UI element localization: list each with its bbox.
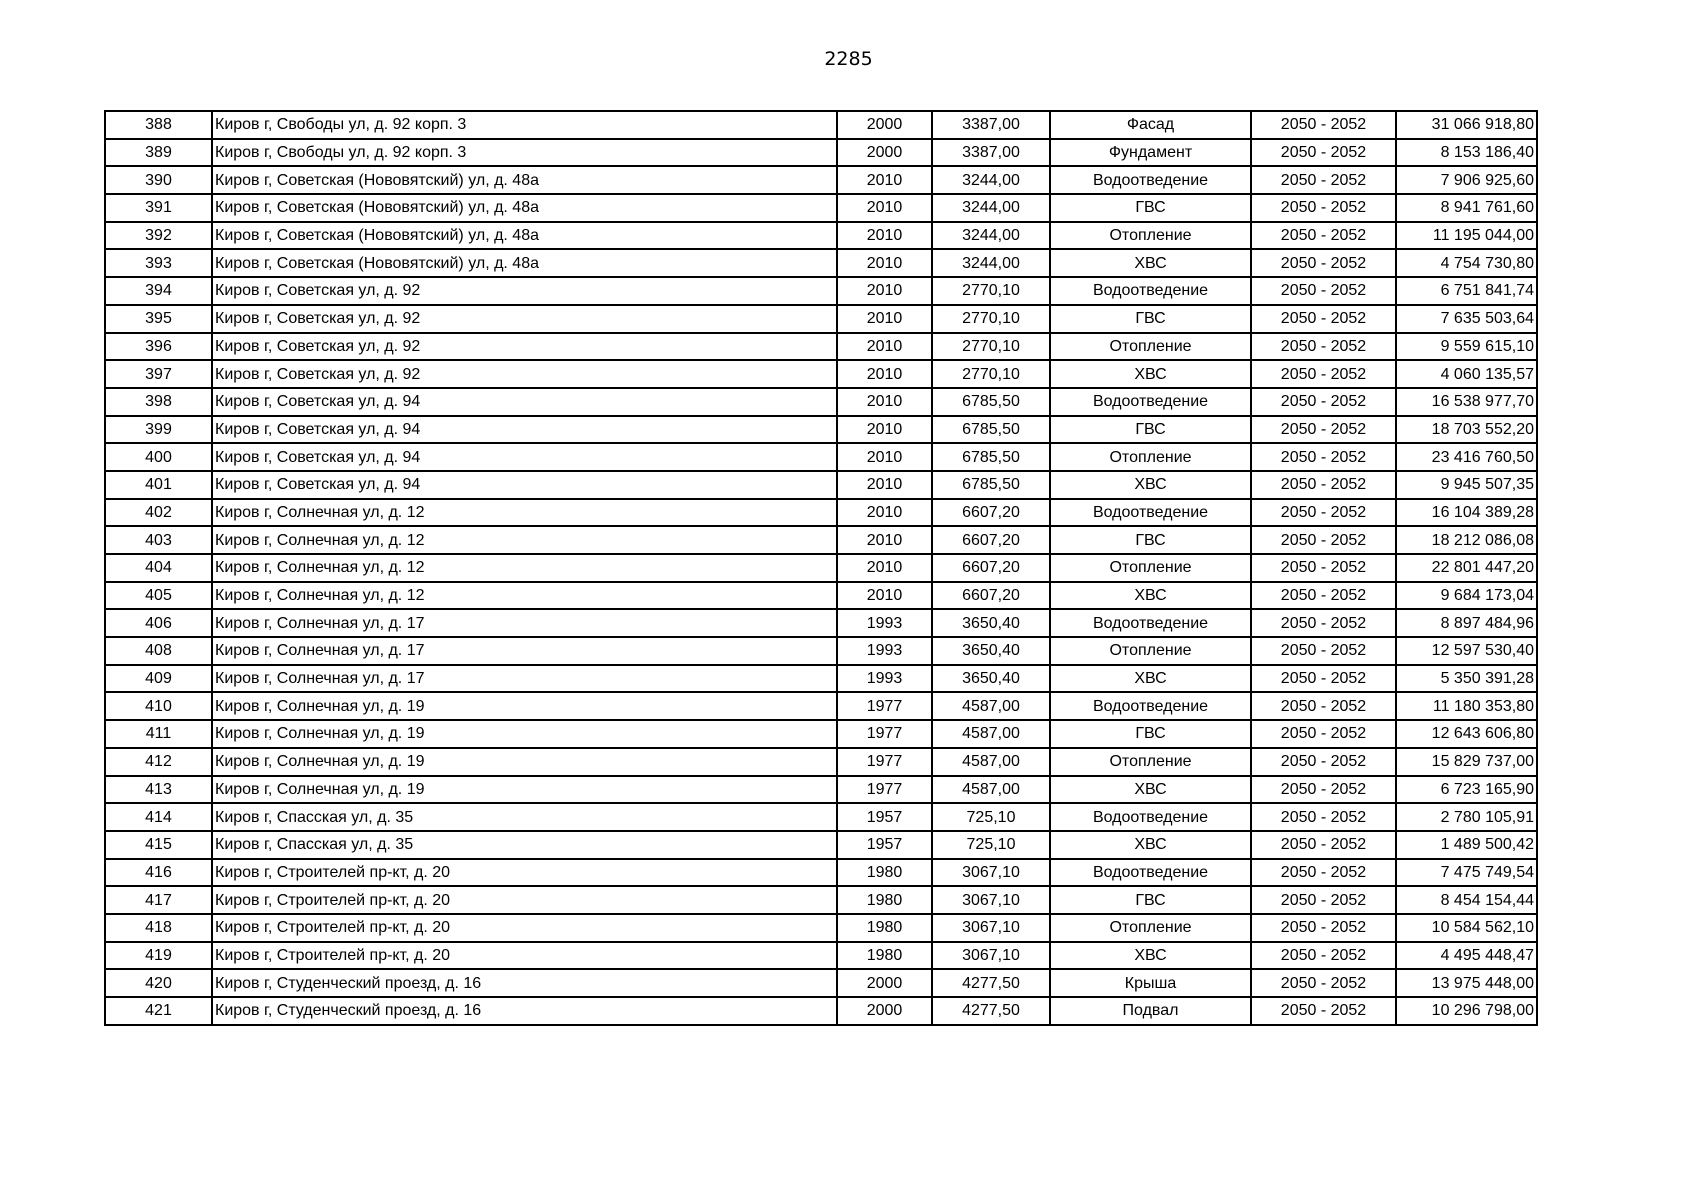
address-cell: Киров г, Свободы ул, д. 92 корп. 3 <box>212 139 837 167</box>
address-cell: Киров г, Советская ул, д. 94 <box>212 471 837 499</box>
build-year-cell: 2010 <box>837 305 932 333</box>
work-type-cell: Водоотведение <box>1050 859 1251 887</box>
table-row <box>105 831 1537 859</box>
work-type-cell: Фундамент <box>1050 139 1251 167</box>
row-number-cell: 391 <box>105 194 212 222</box>
area-cell: 4277,50 <box>932 997 1050 1025</box>
period-cell: 2050 - 2052 <box>1251 886 1396 914</box>
address-cell: Киров г, Солнечная ул, д. 12 <box>212 499 837 527</box>
row-number-cell: 396 <box>105 333 212 361</box>
work-type-cell: ГВС <box>1050 886 1251 914</box>
period-cell: 2050 - 2052 <box>1251 249 1396 277</box>
table-row <box>105 526 1537 554</box>
period-cell: 2050 - 2052 <box>1251 388 1396 416</box>
build-year-cell: 2000 <box>837 139 932 167</box>
address-cell: Киров г, Солнечная ул, д. 19 <box>212 748 837 776</box>
row-number-cell: 395 <box>105 305 212 333</box>
table-row <box>105 333 1537 361</box>
cost-cell: 8 454 154,44 <box>1396 886 1537 914</box>
cost-cell: 4 060 135,57 <box>1396 360 1537 388</box>
cost-cell: 2 780 105,91 <box>1396 803 1537 831</box>
build-year-cell: 1957 <box>837 831 932 859</box>
area-cell: 4587,00 <box>932 748 1050 776</box>
period-cell: 2050 - 2052 <box>1251 997 1396 1025</box>
table-row <box>105 277 1537 305</box>
work-type-cell: ГВС <box>1050 416 1251 444</box>
cost-cell: 31 066 918,80 <box>1396 111 1537 139</box>
cost-cell: 7 906 925,60 <box>1396 166 1537 194</box>
row-number-cell: 397 <box>105 360 212 388</box>
build-year-cell: 2010 <box>837 526 932 554</box>
period-cell: 2050 - 2052 <box>1251 692 1396 720</box>
period-cell: 2050 - 2052 <box>1251 526 1396 554</box>
row-number-cell: 418 <box>105 914 212 942</box>
address-cell: Киров г, Солнечная ул, д. 17 <box>212 665 837 693</box>
work-type-cell: Водоотведение <box>1050 166 1251 194</box>
area-cell: 6607,20 <box>932 554 1050 582</box>
area-cell: 725,10 <box>932 831 1050 859</box>
address-cell: Киров г, Студенческий проезд, д. 16 <box>212 969 837 997</box>
row-number-cell: 402 <box>105 499 212 527</box>
address-cell: Киров г, Советская ул, д. 92 <box>212 360 837 388</box>
work-type-cell: Отопление <box>1050 914 1251 942</box>
row-number-cell: 419 <box>105 942 212 970</box>
period-cell: 2050 - 2052 <box>1251 443 1396 471</box>
work-type-cell: Водоотведение <box>1050 277 1251 305</box>
address-cell: Киров г, Спасская ул, д. 35 <box>212 831 837 859</box>
table-row <box>105 305 1537 333</box>
period-cell: 2050 - 2052 <box>1251 554 1396 582</box>
build-year-cell: 2010 <box>837 222 932 250</box>
work-type-cell: ГВС <box>1050 720 1251 748</box>
area-cell: 3244,00 <box>932 249 1050 277</box>
table-row <box>105 942 1537 970</box>
cost-cell: 8 897 484,96 <box>1396 609 1537 637</box>
build-year-cell: 1993 <box>837 665 932 693</box>
period-cell: 2050 - 2052 <box>1251 139 1396 167</box>
cost-cell: 12 643 606,80 <box>1396 720 1537 748</box>
address-cell: Киров г, Строителей пр-кт, д. 20 <box>212 942 837 970</box>
area-cell: 3067,10 <box>932 942 1050 970</box>
table-row <box>105 637 1537 665</box>
address-cell: Киров г, Солнечная ул, д. 19 <box>212 692 837 720</box>
work-type-cell: ХВС <box>1050 776 1251 804</box>
cost-cell: 16 538 977,70 <box>1396 388 1537 416</box>
page-number: 2285 <box>824 48 873 70</box>
table-row <box>105 554 1537 582</box>
table-row <box>105 471 1537 499</box>
area-cell: 6607,20 <box>932 499 1050 527</box>
cost-cell: 8 153 186,40 <box>1396 139 1537 167</box>
row-number-cell: 393 <box>105 249 212 277</box>
work-type-cell: Отопление <box>1050 333 1251 361</box>
address-cell: Киров г, Строителей пр-кт, д. 20 <box>212 886 837 914</box>
period-cell: 2050 - 2052 <box>1251 720 1396 748</box>
address-cell: Киров г, Советская (Нововятский) ул, д. 48а <box>212 194 837 222</box>
work-type-cell: Водоотведение <box>1050 388 1251 416</box>
address-cell: Киров г, Советская (Нововятский) ул, д. 48а <box>212 166 837 194</box>
row-number-cell: 399 <box>105 416 212 444</box>
row-number-cell: 413 <box>105 776 212 804</box>
work-type-cell: ГВС <box>1050 305 1251 333</box>
area-cell: 2770,10 <box>932 333 1050 361</box>
address-cell: Киров г, Свободы ул, д. 92 корп. 3 <box>212 111 837 139</box>
period-cell: 2050 - 2052 <box>1251 748 1396 776</box>
area-cell: 3650,40 <box>932 609 1050 637</box>
cost-cell: 6 723 165,90 <box>1396 776 1537 804</box>
row-number-cell: 403 <box>105 526 212 554</box>
table-row <box>105 582 1537 610</box>
period-cell: 2050 - 2052 <box>1251 776 1396 804</box>
table-row <box>105 803 1537 831</box>
work-type-cell: Отопление <box>1050 748 1251 776</box>
build-year-cell: 2000 <box>837 111 932 139</box>
cost-cell: 1 489 500,42 <box>1396 831 1537 859</box>
period-cell: 2050 - 2052 <box>1251 305 1396 333</box>
period-cell: 2050 - 2052 <box>1251 969 1396 997</box>
work-type-cell: ХВС <box>1050 665 1251 693</box>
row-number-cell: 412 <box>105 748 212 776</box>
row-number-cell: 392 <box>105 222 212 250</box>
period-cell: 2050 - 2052 <box>1251 582 1396 610</box>
table-row <box>105 886 1537 914</box>
table-row <box>105 748 1537 776</box>
address-cell: Киров г, Советская ул, д. 94 <box>212 416 837 444</box>
cost-cell: 18 212 086,08 <box>1396 526 1537 554</box>
build-year-cell: 2010 <box>837 443 932 471</box>
period-cell: 2050 - 2052 <box>1251 942 1396 970</box>
address-cell: Киров г, Строителей пр-кт, д. 20 <box>212 859 837 887</box>
period-cell: 2050 - 2052 <box>1251 222 1396 250</box>
table-row <box>105 997 1537 1025</box>
row-number-cell: 398 <box>105 388 212 416</box>
cost-cell: 18 703 552,20 <box>1396 416 1537 444</box>
area-cell: 2770,10 <box>932 360 1050 388</box>
work-type-cell: ХВС <box>1050 831 1251 859</box>
table-row <box>105 416 1537 444</box>
row-number-cell: 388 <box>105 111 212 139</box>
cost-cell: 4 754 730,80 <box>1396 249 1537 277</box>
row-number-cell: 400 <box>105 443 212 471</box>
area-cell: 6607,20 <box>932 582 1050 610</box>
period-cell: 2050 - 2052 <box>1251 360 1396 388</box>
area-cell: 4587,00 <box>932 692 1050 720</box>
address-cell: Киров г, Спасская ул, д. 35 <box>212 803 837 831</box>
area-cell: 4277,50 <box>932 969 1050 997</box>
period-cell: 2050 - 2052 <box>1251 499 1396 527</box>
area-cell: 3067,10 <box>932 859 1050 887</box>
row-number-cell: 421 <box>105 997 212 1025</box>
build-year-cell: 1977 <box>837 776 932 804</box>
table-row <box>105 360 1537 388</box>
period-cell: 2050 - 2052 <box>1251 914 1396 942</box>
work-type-cell: Отопление <box>1050 222 1251 250</box>
table-row <box>105 194 1537 222</box>
period-cell: 2050 - 2052 <box>1251 803 1396 831</box>
cost-cell: 9 684 173,04 <box>1396 582 1537 610</box>
work-type-cell: ГВС <box>1050 194 1251 222</box>
work-type-cell: ХВС <box>1050 471 1251 499</box>
cost-cell: 6 751 841,74 <box>1396 277 1537 305</box>
table-row <box>105 776 1537 804</box>
address-cell: Киров г, Советская (Нововятский) ул, д. 48а <box>212 222 837 250</box>
table-row <box>105 139 1537 167</box>
table-row <box>105 249 1537 277</box>
build-year-cell: 1977 <box>837 748 932 776</box>
period-cell: 2050 - 2052 <box>1251 665 1396 693</box>
address-cell: Киров г, Солнечная ул, д. 19 <box>212 720 837 748</box>
period-cell: 2050 - 2052 <box>1251 637 1396 665</box>
work-type-cell: Крыша <box>1050 969 1251 997</box>
row-number-cell: 416 <box>105 859 212 887</box>
row-number-cell: 414 <box>105 803 212 831</box>
area-cell: 6785,50 <box>932 471 1050 499</box>
area-cell: 6785,50 <box>932 443 1050 471</box>
period-cell: 2050 - 2052 <box>1251 194 1396 222</box>
work-type-cell: Водоотведение <box>1050 609 1251 637</box>
table-row <box>105 914 1537 942</box>
table-row <box>105 388 1537 416</box>
cost-cell: 5 350 391,28 <box>1396 665 1537 693</box>
table-row <box>105 443 1537 471</box>
build-year-cell: 2010 <box>837 360 932 388</box>
build-year-cell: 2010 <box>837 416 932 444</box>
table-row <box>105 222 1537 250</box>
build-year-cell: 1980 <box>837 914 932 942</box>
area-cell: 3067,10 <box>932 914 1050 942</box>
period-cell: 2050 - 2052 <box>1251 831 1396 859</box>
registry-table <box>104 110 1538 1026</box>
build-year-cell: 1980 <box>837 886 932 914</box>
period-cell: 2050 - 2052 <box>1251 471 1396 499</box>
build-year-cell: 2010 <box>837 388 932 416</box>
cost-cell: 10 584 562,10 <box>1396 914 1537 942</box>
row-number-cell: 415 <box>105 831 212 859</box>
area-cell: 4587,00 <box>932 776 1050 804</box>
row-number-cell: 409 <box>105 665 212 693</box>
work-type-cell: Водоотведение <box>1050 499 1251 527</box>
area-cell: 4587,00 <box>932 720 1050 748</box>
work-type-cell: Подвал <box>1050 997 1251 1025</box>
row-number-cell: 408 <box>105 637 212 665</box>
address-cell: Киров г, Советская (Нововятский) ул, д. 48а <box>212 249 837 277</box>
cost-cell: 7 635 503,64 <box>1396 305 1537 333</box>
build-year-cell: 2010 <box>837 166 932 194</box>
build-year-cell: 2010 <box>837 471 932 499</box>
cost-cell: 11 195 044,00 <box>1396 222 1537 250</box>
build-year-cell: 2010 <box>837 249 932 277</box>
address-cell: Киров г, Советская ул, д. 94 <box>212 388 837 416</box>
work-type-cell: Отопление <box>1050 443 1251 471</box>
period-cell: 2050 - 2052 <box>1251 333 1396 361</box>
table-row <box>105 665 1537 693</box>
cost-cell: 15 829 737,00 <box>1396 748 1537 776</box>
work-type-cell: Отопление <box>1050 554 1251 582</box>
table-row <box>105 499 1537 527</box>
build-year-cell: 1980 <box>837 859 932 887</box>
area-cell: 2770,10 <box>932 277 1050 305</box>
work-type-cell: ХВС <box>1050 582 1251 610</box>
cost-cell: 7 475 749,54 <box>1396 859 1537 887</box>
table-row <box>105 692 1537 720</box>
table-row <box>105 609 1537 637</box>
period-cell: 2050 - 2052 <box>1251 166 1396 194</box>
work-type-cell: ХВС <box>1050 942 1251 970</box>
area-cell: 3387,00 <box>932 111 1050 139</box>
table-row <box>105 859 1537 887</box>
cost-cell: 8 941 761,60 <box>1396 194 1537 222</box>
build-year-cell: 2010 <box>837 194 932 222</box>
address-cell: Киров г, Советская ул, д. 92 <box>212 277 837 305</box>
work-type-cell: Водоотведение <box>1050 803 1251 831</box>
registry-table-body <box>105 111 1537 1025</box>
cost-cell: 4 495 448,47 <box>1396 942 1537 970</box>
build-year-cell: 2010 <box>837 554 932 582</box>
area-cell: 6785,50 <box>932 416 1050 444</box>
row-number-cell: 420 <box>105 969 212 997</box>
build-year-cell: 1993 <box>837 609 932 637</box>
table-row <box>105 720 1537 748</box>
period-cell: 2050 - 2052 <box>1251 859 1396 887</box>
cost-cell: 23 416 760,50 <box>1396 443 1537 471</box>
build-year-cell: 2000 <box>837 969 932 997</box>
cost-cell: 9 559 615,10 <box>1396 333 1537 361</box>
area-cell: 3244,00 <box>932 194 1050 222</box>
address-cell: Киров г, Строителей пр-кт, д. 20 <box>212 914 837 942</box>
row-number-cell: 406 <box>105 609 212 637</box>
address-cell: Киров г, Советская ул, д. 94 <box>212 443 837 471</box>
build-year-cell: 1980 <box>837 942 932 970</box>
area-cell: 3244,00 <box>932 222 1050 250</box>
area-cell: 3650,40 <box>932 637 1050 665</box>
period-cell: 2050 - 2052 <box>1251 416 1396 444</box>
area-cell: 6607,20 <box>932 526 1050 554</box>
cost-cell: 10 296 798,00 <box>1396 997 1537 1025</box>
area-cell: 3650,40 <box>932 665 1050 693</box>
area-cell: 6785,50 <box>932 388 1050 416</box>
address-cell: Киров г, Солнечная ул, д. 12 <box>212 526 837 554</box>
area-cell: 2770,10 <box>932 305 1050 333</box>
row-number-cell: 390 <box>105 166 212 194</box>
address-cell: Киров г, Солнечная ул, д. 17 <box>212 609 837 637</box>
period-cell: 2050 - 2052 <box>1251 277 1396 305</box>
build-year-cell: 1977 <box>837 720 932 748</box>
build-year-cell: 2000 <box>837 997 932 1025</box>
build-year-cell: 1993 <box>837 637 932 665</box>
cost-cell: 13 975 448,00 <box>1396 969 1537 997</box>
area-cell: 3067,10 <box>932 886 1050 914</box>
row-number-cell: 405 <box>105 582 212 610</box>
work-type-cell: ГВС <box>1050 526 1251 554</box>
build-year-cell: 1977 <box>837 692 932 720</box>
period-cell: 2050 - 2052 <box>1251 609 1396 637</box>
row-number-cell: 410 <box>105 692 212 720</box>
build-year-cell: 1957 <box>837 803 932 831</box>
row-number-cell: 401 <box>105 471 212 499</box>
row-number-cell: 411 <box>105 720 212 748</box>
address-cell: Киров г, Студенческий проезд, д. 16 <box>212 997 837 1025</box>
area-cell: 3387,00 <box>932 139 1050 167</box>
address-cell: Киров г, Солнечная ул, д. 12 <box>212 554 837 582</box>
table-row <box>105 969 1537 997</box>
row-number-cell: 394 <box>105 277 212 305</box>
period-cell: 2050 - 2052 <box>1251 111 1396 139</box>
cost-cell: 11 180 353,80 <box>1396 692 1537 720</box>
table-row <box>105 166 1537 194</box>
address-cell: Киров г, Солнечная ул, д. 19 <box>212 776 837 804</box>
cost-cell: 9 945 507,35 <box>1396 471 1537 499</box>
work-type-cell: Водоотведение <box>1050 692 1251 720</box>
work-type-cell: Отопление <box>1050 637 1251 665</box>
work-type-cell: ХВС <box>1050 249 1251 277</box>
work-type-cell: Фасад <box>1050 111 1251 139</box>
row-number-cell: 389 <box>105 139 212 167</box>
address-cell: Киров г, Советская ул, д. 92 <box>212 333 837 361</box>
cost-cell: 12 597 530,40 <box>1396 637 1537 665</box>
area-cell: 725,10 <box>932 803 1050 831</box>
work-type-cell: ХВС <box>1050 360 1251 388</box>
build-year-cell: 2010 <box>837 277 932 305</box>
address-cell: Киров г, Советская ул, д. 92 <box>212 305 837 333</box>
row-number-cell: 404 <box>105 554 212 582</box>
address-cell: Киров г, Солнечная ул, д. 17 <box>212 637 837 665</box>
build-year-cell: 2010 <box>837 582 932 610</box>
row-number-cell: 417 <box>105 886 212 914</box>
area-cell: 3244,00 <box>932 166 1050 194</box>
build-year-cell: 2010 <box>837 333 932 361</box>
cost-cell: 16 104 389,28 <box>1396 499 1537 527</box>
cost-cell: 22 801 447,20 <box>1396 554 1537 582</box>
build-year-cell: 2010 <box>837 499 932 527</box>
table-row <box>105 111 1537 139</box>
address-cell: Киров г, Солнечная ул, д. 12 <box>212 582 837 610</box>
